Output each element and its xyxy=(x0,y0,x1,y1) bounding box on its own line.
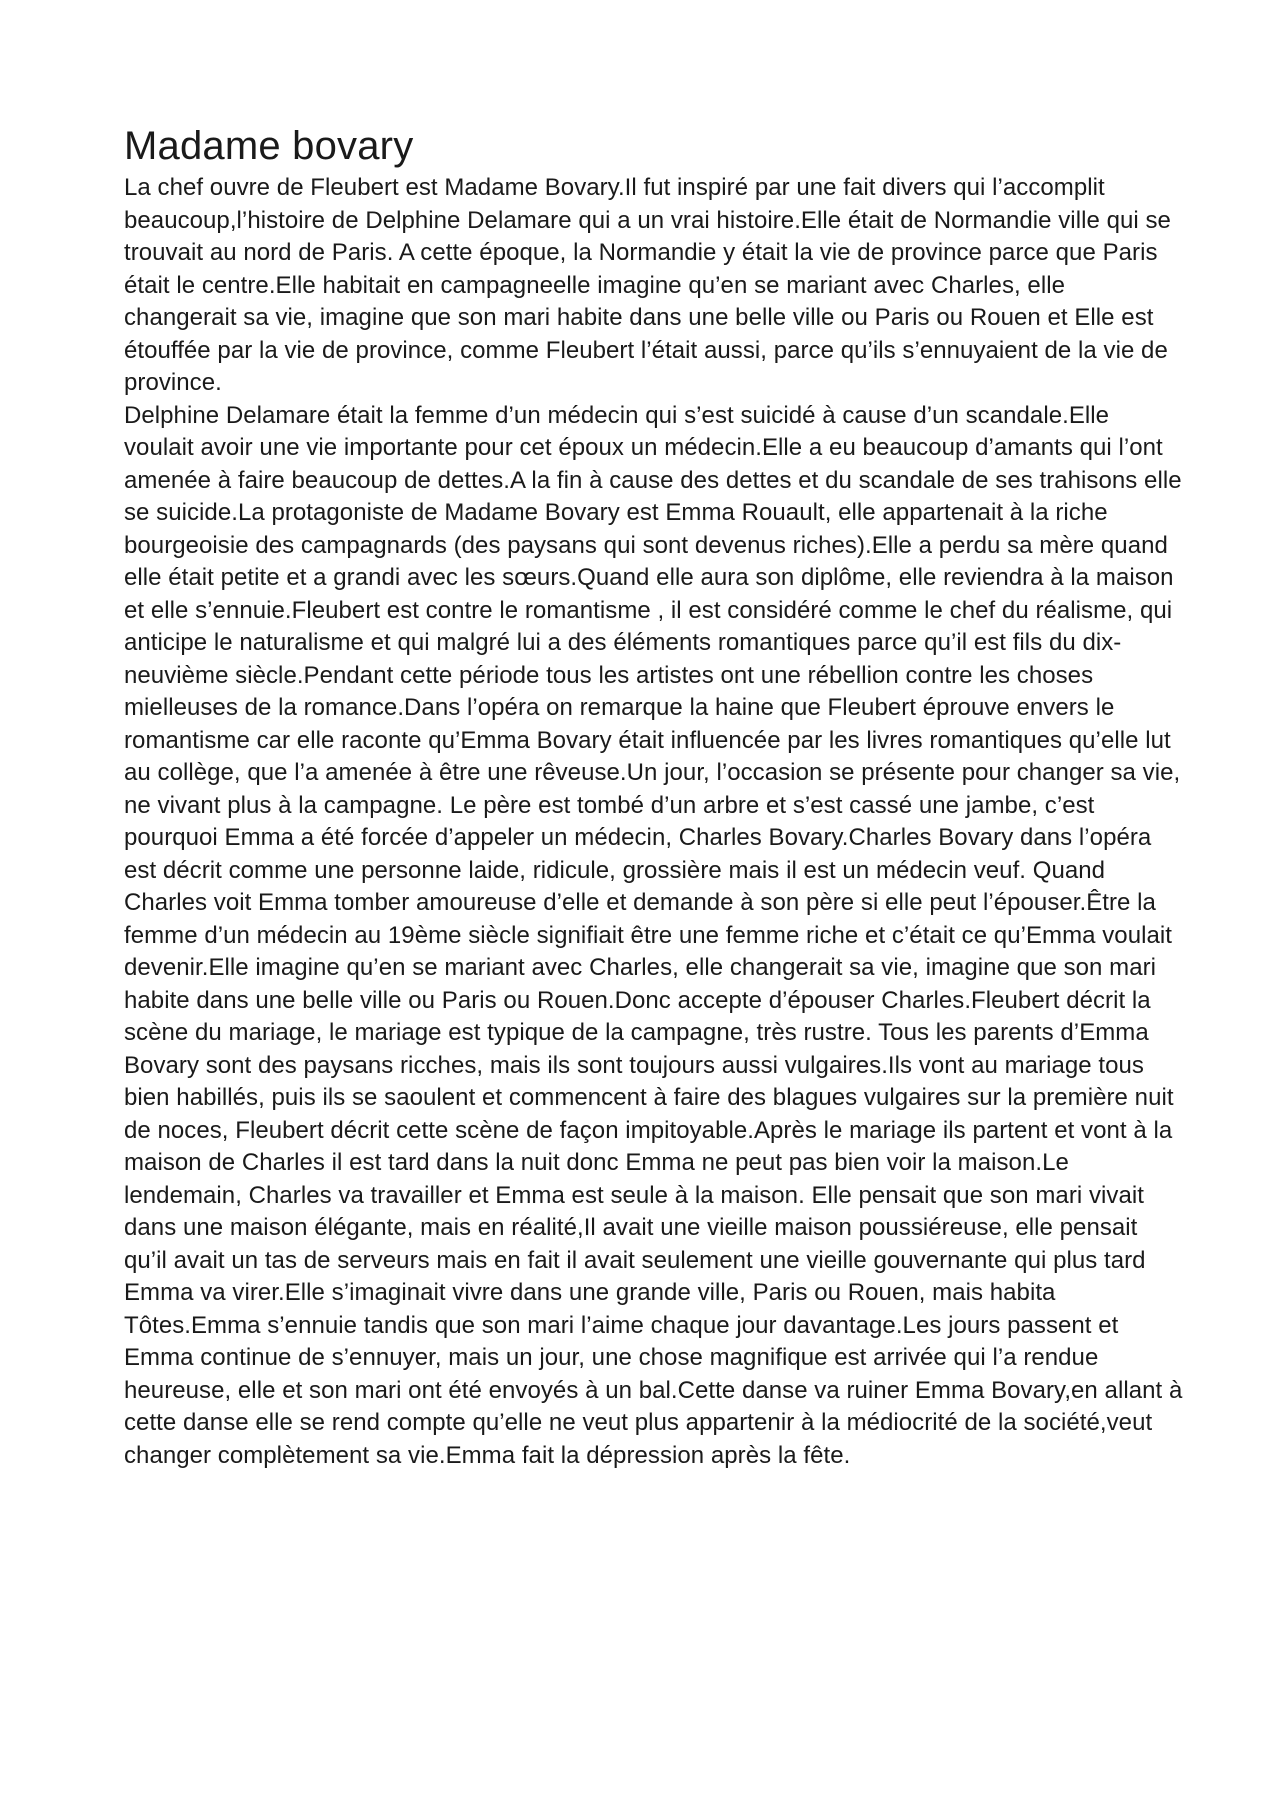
paragraph-intro: La chef ouvre de Fleubert est Madame Bovary.Il fut inspiré par une fait divers qui l’accomplit beaucoup,l’histoire de Delphine Delamare qui a un vrai histoire.Elle était de Normandie ville qui se trouvait au nord de Paris. A cette époque, la Normandie y était la vie de province parce que Paris était le centre.Elle habitait en campagneelle imagine qu’en se mariant avec Charles, elle changerait sa vie, imagine que son mari habite dans une belle ville ou Paris ou Rouen et Elle est étouffée par la vie de province, comme Fleubert l’était aussi, parce qu’ils s’ennuyaient de la vie de province. xyxy=(124,174,1171,396)
document-page xyxy=(124,120,1184,1472)
paragraph-main: Delphine Delamare était la femme d’un médecin qui s’est suicidé à cause d’un scandale.Elle voulait avoir une vie importante pour cet époux un médecin.Elle a eu beaucoup d’amants qui l’ont amenée à faire beaucoup de dettes.A la fin à cause des dettes et du scandale de ses trahisons elle se suicide.La protagoniste de Madame Bovary est Emma Rouault, elle appartenait à la riche bourgeoisie des campagnards (des paysans qui sont devenus riches).Elle a perdu sa mère quand elle était petite et a grandi avec les sœurs.Quand elle aura son diplôme, elle reviendra à la maison et elle s’ennuie.Fleubert est contre le romantisme , il est considéré comme le chef du réalisme, qui anticipe le naturalisme et qui malgré lui a des éléments romantiques parce qu’il est fils du dix-neuvième siècle.Pendant cette période tous les artistes ont une rébellion contre les choses mielleuses de la romance.Dans l’opéra on remarque la haine que Fleubert éprouve envers le romantisme car elle raconte qu’Emma Bovary était influencée par les livres romantiques qu’elle lut au collège, que l’a amenée à être une rêveuse.Un jour, l’occasion se présente pour changer sa vie, ne vivant plus à la campagne. Le père est tombé d’un arbre et s’est cassé une jambe, c’est pourquoi Emma a été forcée d’appeler un médecin, Charles Bovary.Charles Bovary dans l’opéra est décrit comme une personne laide, ridicule, grossière mais il est un médecin veuf. Quand Charles voit Emma tomber amoureuse d’elle et demande à son père si elle peut l’épouser.Être la femme d’un médecin au 19ème siècle signifiait être une femme riche et c’était ce qu’Emma voulait devenir.Elle imagine qu’en se mariant avec Charles, elle changerait sa vie, imagine que son mari habite dans une belle ville ou Paris ou Rouen.Donc accepte d’épouser Charles.Fleubert décrit la scène du mariage, le mariage est typique de la campagne, très rustre. Tous les parents d’Emma Bovary sont des paysans ricches, mais ils sont toujours aussi vulgaires.Ils vont au mariage tous bien habillés, puis ils se saoulent et commencent à faire des blagues vulgaires sur la première nuit de noces, Fleubert décrit cette scène de façon impitoyable.Après le mariage ils partent et vont à la maison de Charles il est tard dans la nuit donc Emma ne peut pas bien voir la maison.Le lendemain, Charles va travailler et Emma est seule à la maison. Elle pensait que son mari vivait dans une maison élégante, mais en réalité,Il avait une vieille maison poussiéreuse, elle pensait qu’il avait un tas de serveurs mais en fait il avait seulement une vieille gouvernante qui plus tard Emma va virer.Elle s’imaginait vivre dans une grande ville, Paris ou Rouen, mais habita Tôtes.Emma s’ennuie tandis que son mari l’aime chaque jour davantage.Les jours passent et Emma continue de s’ennuyer, mais un jour, une chose magnifique est arrivée qui l’a rendue heureuse, elle et son mari ont été envoyés à un bal.Cette danse va ruiner Emma Bovary,en allant à cette danse elle se rend compte qu’elle ne veut plus appartenir à la médiocrité de la société,veut changer complètement sa vie.Emma fait la dépression après la fête. xyxy=(124,401,1183,1469)
document-title: Madame bovary xyxy=(124,124,414,168)
